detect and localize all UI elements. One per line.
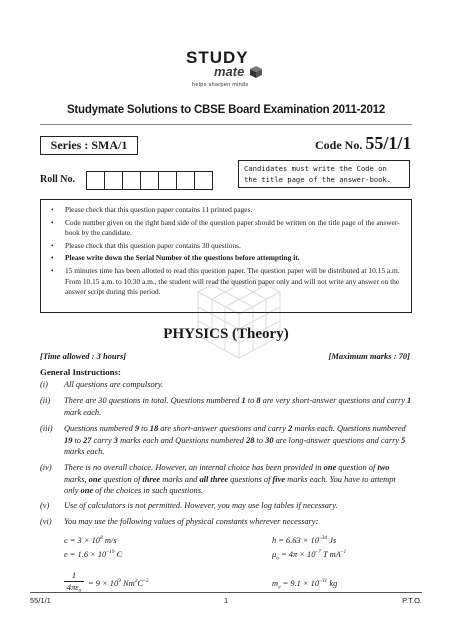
instruction-text: Please write down the Serial Number of the questions before attempting it. xyxy=(65,253,300,263)
code-number xyxy=(315,133,411,154)
instruction-text: 15 minutes time has been allotted to read this question paper. The question paper will be distributed at 10.15 a.m. From 10.15 a.m. to 10.30 a.m., the student will read the question paper only and will not write any answer on the answer script during this period. xyxy=(65,265,400,297)
roll-no-box[interactable] xyxy=(194,171,213,190)
roll-no-box[interactable] xyxy=(104,171,123,190)
emphasis-text: three xyxy=(142,474,161,484)
fraction-denominator: $4\pi\varepsilon_0$ xyxy=(66,583,82,595)
roll-no-label: Roll No. xyxy=(40,174,75,185)
bullet-icon: • xyxy=(51,253,54,263)
candidate-note-line: Candidates must write the Code on xyxy=(244,164,387,173)
instruction-item xyxy=(51,241,403,252)
constant-h: $h = 6.63 \times 10^{-34}$ Js xyxy=(272,535,337,545)
constant-k: = $9 \times 10^9$ $Nm^2C^{-2}$ xyxy=(88,578,149,588)
plain-text: question of xyxy=(336,463,378,472)
logo-study-text: STUDY xyxy=(186,48,249,67)
general-instruction-item xyxy=(40,379,412,391)
plain-text: marks each. You have to attempt only xyxy=(64,474,396,496)
instruction-number: (i) xyxy=(40,380,48,389)
instruction-text: Please check that this question paper contains 11 printed pages. xyxy=(65,205,253,214)
bullet-icon: • xyxy=(51,205,54,214)
constant-c: $c = 3 \times 10^8$ m/s xyxy=(64,535,117,545)
emphasis-text: one xyxy=(323,463,337,472)
emphasis-text: one xyxy=(88,474,102,484)
plain-text: There is no overall choice. However, an internal choice has been provided in xyxy=(64,463,324,472)
plain-text: are short-answer questions and carry xyxy=(158,424,289,433)
candidate-note-line: the title page of the answer-book. xyxy=(244,175,392,184)
footer-divider xyxy=(30,592,422,593)
bullet-icon: • xyxy=(51,217,54,227)
page-number: 1 xyxy=(224,596,229,605)
instruction-item xyxy=(51,253,403,264)
emphasis-text: 30 xyxy=(265,435,274,445)
emphasis-text: all three xyxy=(199,474,229,484)
code-value: 55/1/1 xyxy=(365,133,412,153)
fraction-bar xyxy=(64,581,84,582)
emphasis-text: 9 xyxy=(134,424,140,433)
emphasis-text: 27 xyxy=(83,435,92,445)
footer-pto: P.T.O. xyxy=(402,596,422,605)
general-instruction-item xyxy=(40,395,412,418)
logo-tagline: helps sharpen minds xyxy=(192,82,249,88)
plain-text: marks and xyxy=(160,474,200,484)
plain-text: marks each. Questions numbered xyxy=(292,424,406,433)
cube-watermark xyxy=(196,268,282,360)
roll-no-box[interactable] xyxy=(176,171,195,190)
general-instruction-item xyxy=(40,500,412,512)
plain-text: to xyxy=(254,435,266,445)
emphasis-text: five xyxy=(272,474,286,484)
instruction-item xyxy=(51,205,403,216)
instruction-text xyxy=(64,516,412,528)
cube-icon xyxy=(250,66,262,78)
time-allowed: [Time allowed : 3 hours] xyxy=(40,351,127,361)
plain-text: You may use the following values of physical constants wherever necessary: xyxy=(64,517,319,526)
plain-text: to xyxy=(245,396,257,405)
instruction-number: (vi) xyxy=(40,517,52,526)
plain-text: All questions are compulsory. xyxy=(64,380,164,389)
constant-e: $e = 1.6 \times 10^{-19}$ C xyxy=(64,549,123,559)
plain-text: marks each and Questions numbered xyxy=(117,435,247,445)
instruction-text: Code number given on the right hand side of the question paper should be written on the title page of the answer-book by the candidate. xyxy=(65,217,400,238)
studymate-logo xyxy=(186,48,276,96)
plain-text: to xyxy=(139,424,150,433)
document-title: Studymate Solutions to CBSE Board Examination 2011-2012 xyxy=(66,104,386,116)
general-instructions-heading: General Instructions: xyxy=(40,367,121,377)
roll-no-box[interactable] xyxy=(158,171,177,190)
plain-text: question of xyxy=(101,474,143,484)
maximum-marks: [Maximum marks : 70] xyxy=(328,351,410,361)
fraction-numerator: 1 xyxy=(71,571,77,580)
emphasis-text: 1 xyxy=(241,396,246,405)
plain-text: are very short-answer questions and carry xyxy=(260,396,408,405)
instruction-text xyxy=(64,395,412,418)
plain-text: to xyxy=(72,435,84,445)
plain-text: carry xyxy=(91,435,114,445)
subject-title: PHYSICS (Theory) xyxy=(163,326,289,342)
instruction-number: (iii) xyxy=(40,424,53,433)
code-label: Code No. xyxy=(315,138,363,152)
plain-text: marks, xyxy=(64,474,89,484)
plain-text: are long-answer questions and carry xyxy=(273,435,402,445)
plain-text: of the choices in such questions. xyxy=(93,486,204,496)
instruction-number: (iv) xyxy=(40,463,52,472)
emphasis-text: 19 xyxy=(64,435,73,445)
instruction-text xyxy=(64,379,412,391)
plain-text: There are 30 questions in total. Questions numbered xyxy=(64,396,242,405)
candidate-note-box xyxy=(238,160,410,188)
plain-text: Use of calculators is not permitted. However, you may use log tables if necessary. xyxy=(64,501,338,510)
roll-no-box[interactable] xyxy=(86,171,105,190)
emphasis-text: 1 xyxy=(407,396,412,405)
series-box: Series : SMA/1 xyxy=(40,136,138,155)
instruction-text xyxy=(64,500,412,512)
instruction-item xyxy=(51,218,403,239)
instruction-number: (v) xyxy=(40,501,50,510)
general-instruction-item xyxy=(40,516,412,528)
constant-me: $m_e = 9.1 \times 10^{-31}$ kg xyxy=(272,578,338,591)
instruction-text xyxy=(64,423,412,458)
constant-mu0: $\mu_o = 4\pi \times 10^{-7}$ T $mA^{-1}$ xyxy=(272,549,347,562)
roll-no-box[interactable] xyxy=(122,171,141,190)
footer-code: 55/1/1 xyxy=(30,596,51,605)
plain-text: Questions numbered xyxy=(64,424,135,433)
bullet-icon: • xyxy=(51,265,54,275)
plain-text: questions of xyxy=(228,474,273,484)
general-instruction-item xyxy=(40,462,412,497)
emphasis-text: 28 xyxy=(246,435,255,445)
instruction-number: (ii) xyxy=(40,396,51,405)
emphasis-text: 2 xyxy=(288,424,293,433)
emphasis-text: 8 xyxy=(256,396,261,405)
emphasis-text: one xyxy=(80,486,94,496)
emphasis-text: 5 xyxy=(401,435,406,445)
instruction-text xyxy=(64,462,412,497)
emphasis-text: 3 xyxy=(113,435,118,445)
general-instruction-item xyxy=(40,423,412,458)
plain-text: marks each. xyxy=(64,447,105,457)
title-divider xyxy=(40,124,412,125)
roll-no-box[interactable] xyxy=(140,171,159,190)
logo-mate-text: mate xyxy=(214,64,245,79)
emphasis-text: two xyxy=(377,463,390,472)
bullet-icon: • xyxy=(51,240,54,250)
plain-text: mark each. xyxy=(64,407,102,417)
roll-no-boxes xyxy=(86,171,212,188)
instruction-text: Please check that this question paper contains 30 questions. xyxy=(65,240,241,250)
emphasis-text: 18 xyxy=(149,424,159,433)
